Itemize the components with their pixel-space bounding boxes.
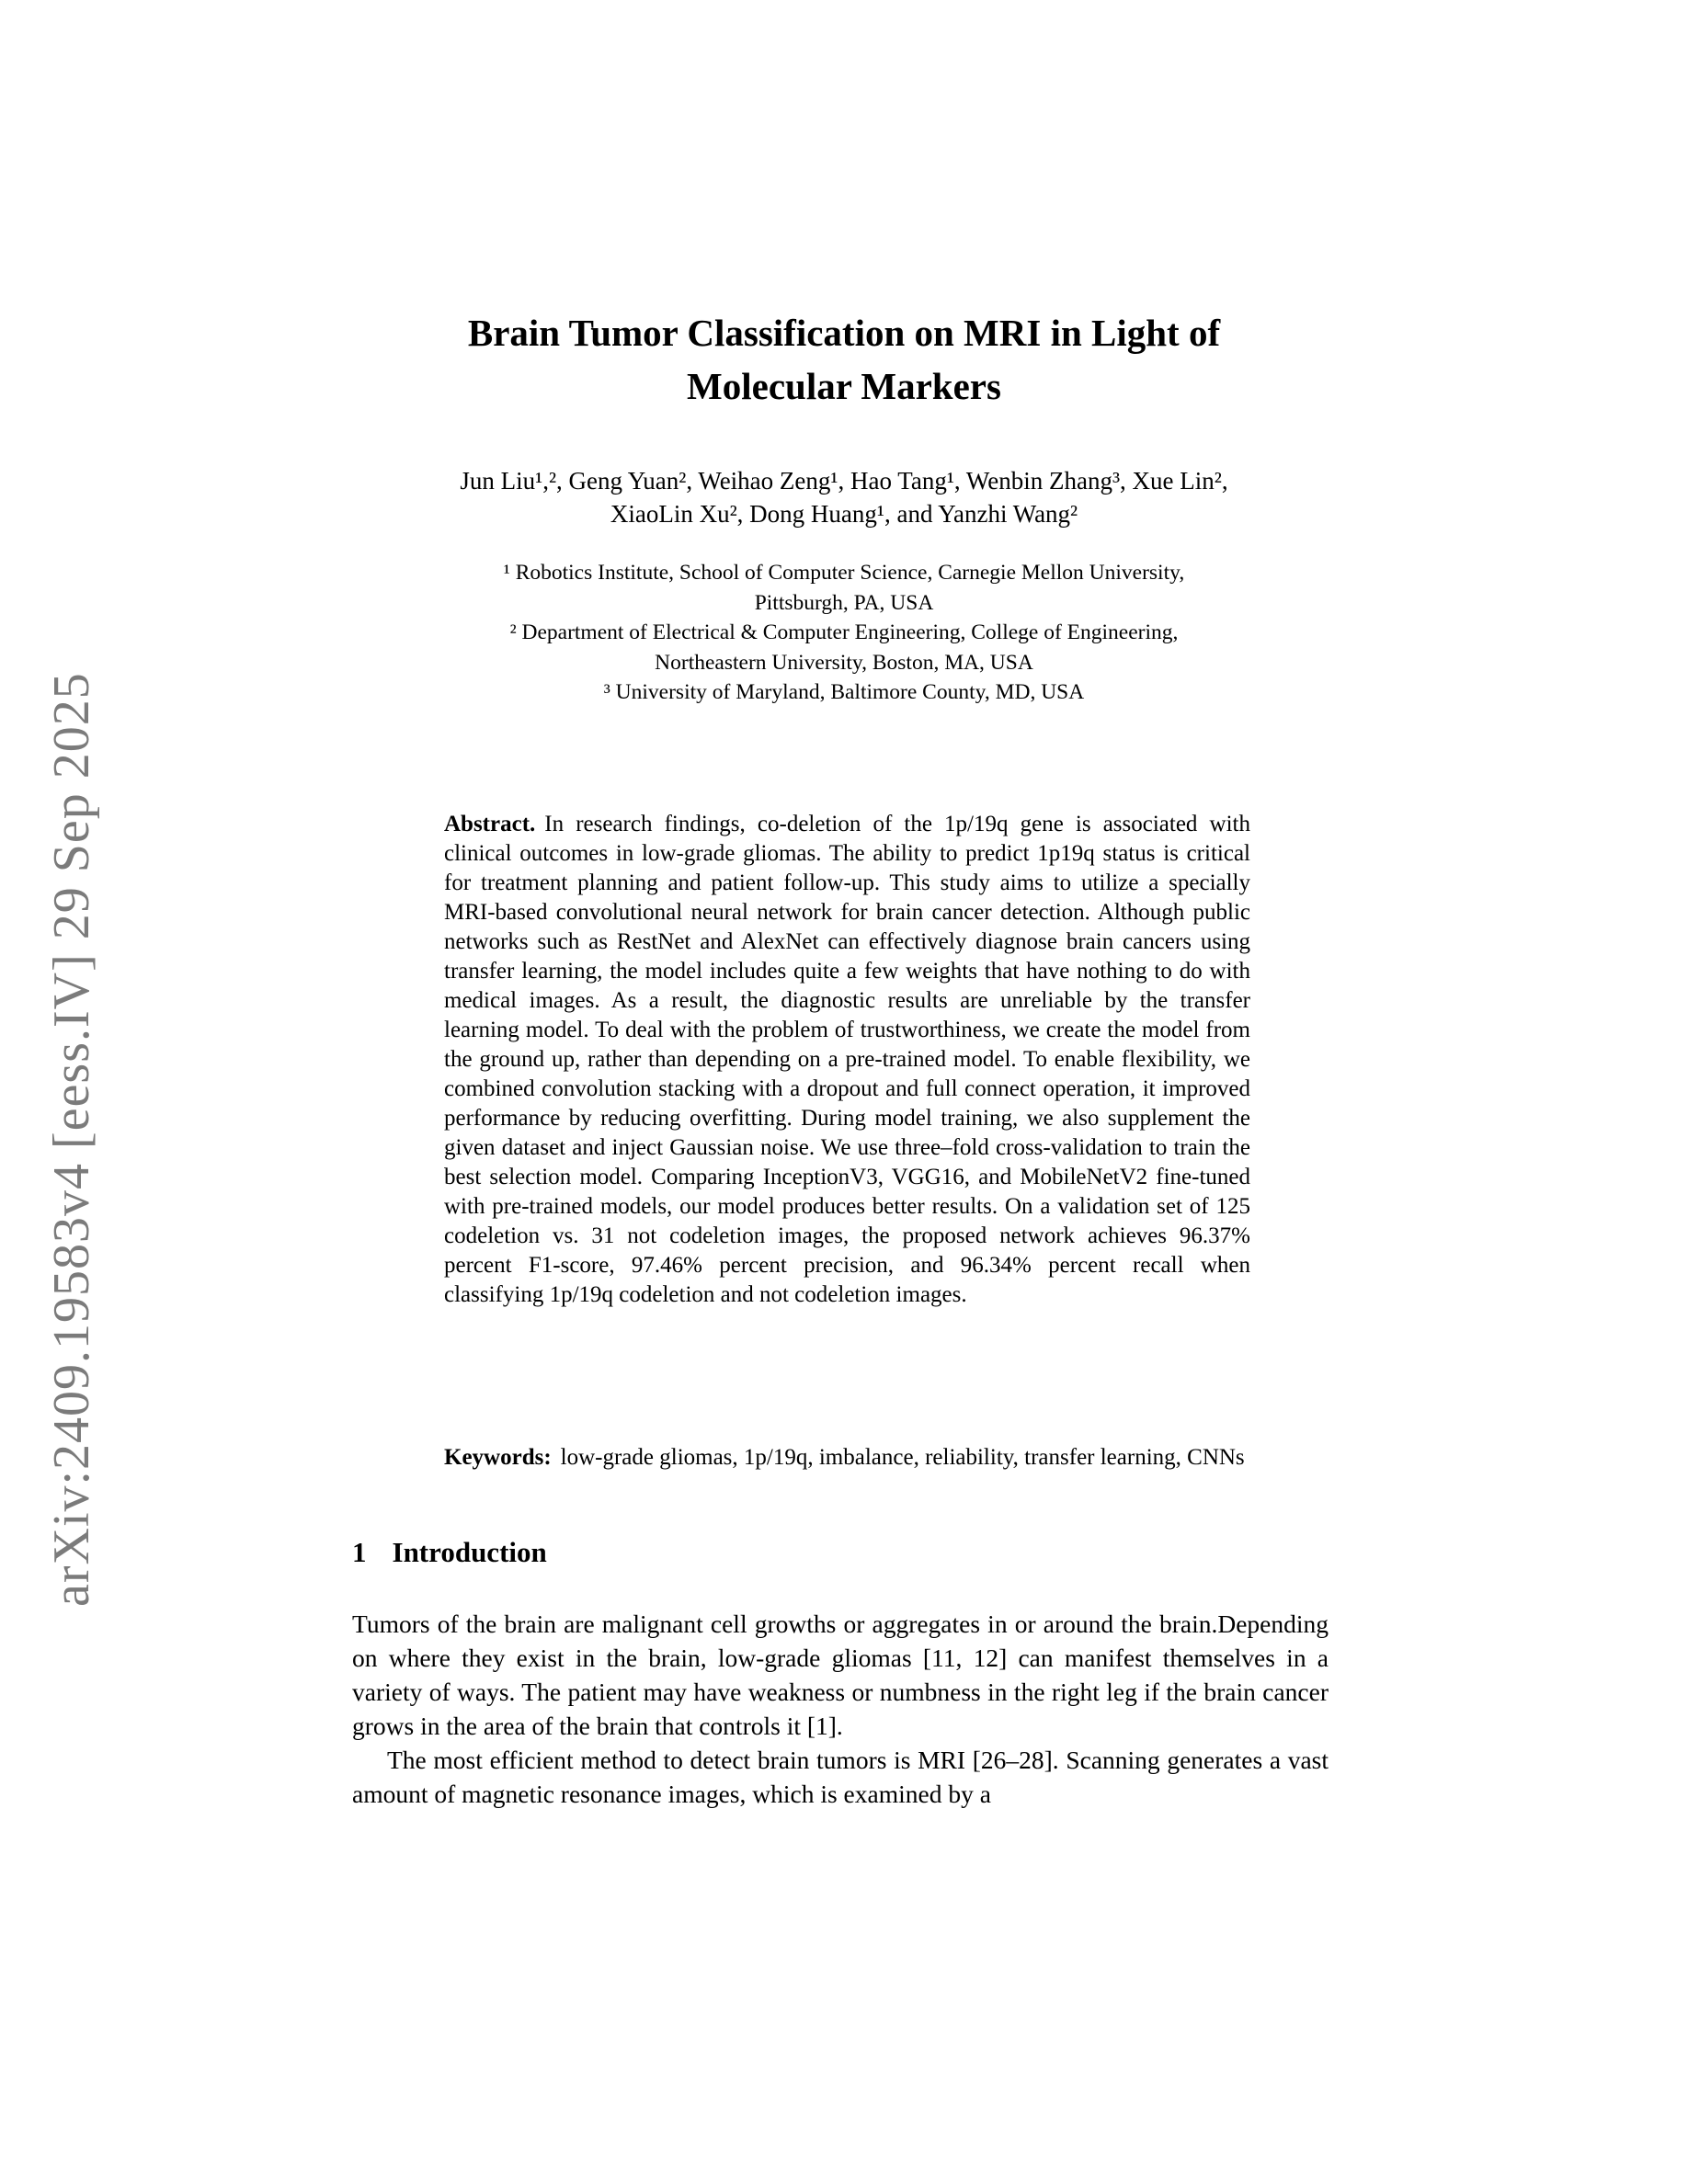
paper-title-line-2: Molecular Markers: [687, 365, 1001, 407]
abstract-text: In research findings, co-deletion of the 1p/19q gene is associated with clinical outcomes in low-grade gliomas. The ability to predict 1p19q status is critical for treatment planning and patient follow-up. This study aims to utilize a specially MRI-based convolutional neural network for brain cancer detection. Although public networks such as RestNet and AlexNet can effectively diagnose brain cancers using transfer learning, the model includes quite a few weights that have nothing to do with medical images. As a result, the diagnostic results are unreliable by the transfer learning model. To deal with the problem of trustworthiness, we create the model from the ground up, rather than depending on a pre-trained model. To enable flexibility, we combined convolution stacking with a dropout and full connect operation, it improved performance by reducing overfitting. During model training, we also supplement the given dataset and inject Gaussian noise. We use three–fold cross-validation to train the best selection model. Comparing InceptionV3, VGG16, and MobileNetV2 fine-tuned with pre-trained models, our model produces better results. On a validation set of 125 codeletion vs. 31 not codeletion images, the proposed network achieves 96.37% percent F1-score, 97.46% percent precision, and 96.34% percent recall when classifying 1p/19q codeletion and not codeletion images.: [444, 812, 1250, 1307]
author-list: [0, 464, 1688, 530]
author-line-1: Jun Liu¹,², Geng Yuan², Weihao Zeng¹, Hao Tang¹, Wenbin Zhang³, Xue Lin²,: [460, 467, 1228, 495]
section-number: 1: [352, 1536, 367, 1568]
section-heading-introduction: [352, 1533, 1329, 1572]
abstract-block: [444, 810, 1250, 1310]
keywords-text: low-grade gliomas, 1p/19q, imbalance, reliability, transfer learning, CNNs: [560, 1445, 1245, 1470]
affiliation-line-5: ³ University of Maryland, Baltimore County, MD, USA: [603, 680, 1085, 704]
introduction-paragraph-1: Tumors of the brain are malignant cell growths or aggregates in or around the brain.Depending on where they exist in the brain, low-grade gliomas [11, 12] can manifest themselves in a variety of ways. The patient may have weakness or numbness in the right leg if the brain cancer grows in the area of the brain that controls it [1].: [352, 1610, 1329, 1740]
arxiv-watermark: arXiv:2409.19583v4 [eess.IV] 29 Sep 2025: [43, 672, 100, 1607]
paper-title: [0, 306, 1688, 413]
introduction-paragraph-2: The most efficient method to detect brain tumors is MRI [26–28]. Scanning generates a vast amount of magnetic resonance images, which is examined by a: [352, 1746, 1329, 1808]
keywords-label: Keywords:: [444, 1445, 552, 1470]
affiliation-line-4: Northeastern University, Boston, MA, USA: [655, 650, 1033, 675]
affiliation-list: [0, 558, 1688, 708]
introduction-body: [352, 1607, 1329, 1811]
affiliation-line-1: ¹ Robotics Institute, School of Computer Science, Carnegie Mellon University,: [503, 561, 1185, 585]
keywords-block: [444, 1443, 1250, 1473]
affiliation-line-2: Pittsburgh, PA, USA: [754, 590, 934, 615]
paper-title-line-1: Brain Tumor Classification on MRI in Light of: [467, 312, 1221, 354]
abstract-label: Abstract.: [444, 812, 536, 836]
affiliation-line-3: ² Department of Electrical & Computer Engineering, College of Engineering,: [509, 620, 1179, 644]
author-line-2: XiaoLin Xu², Dong Huang¹, and Yanzhi Wang²: [610, 500, 1078, 528]
section-title: Introduction: [392, 1536, 547, 1568]
